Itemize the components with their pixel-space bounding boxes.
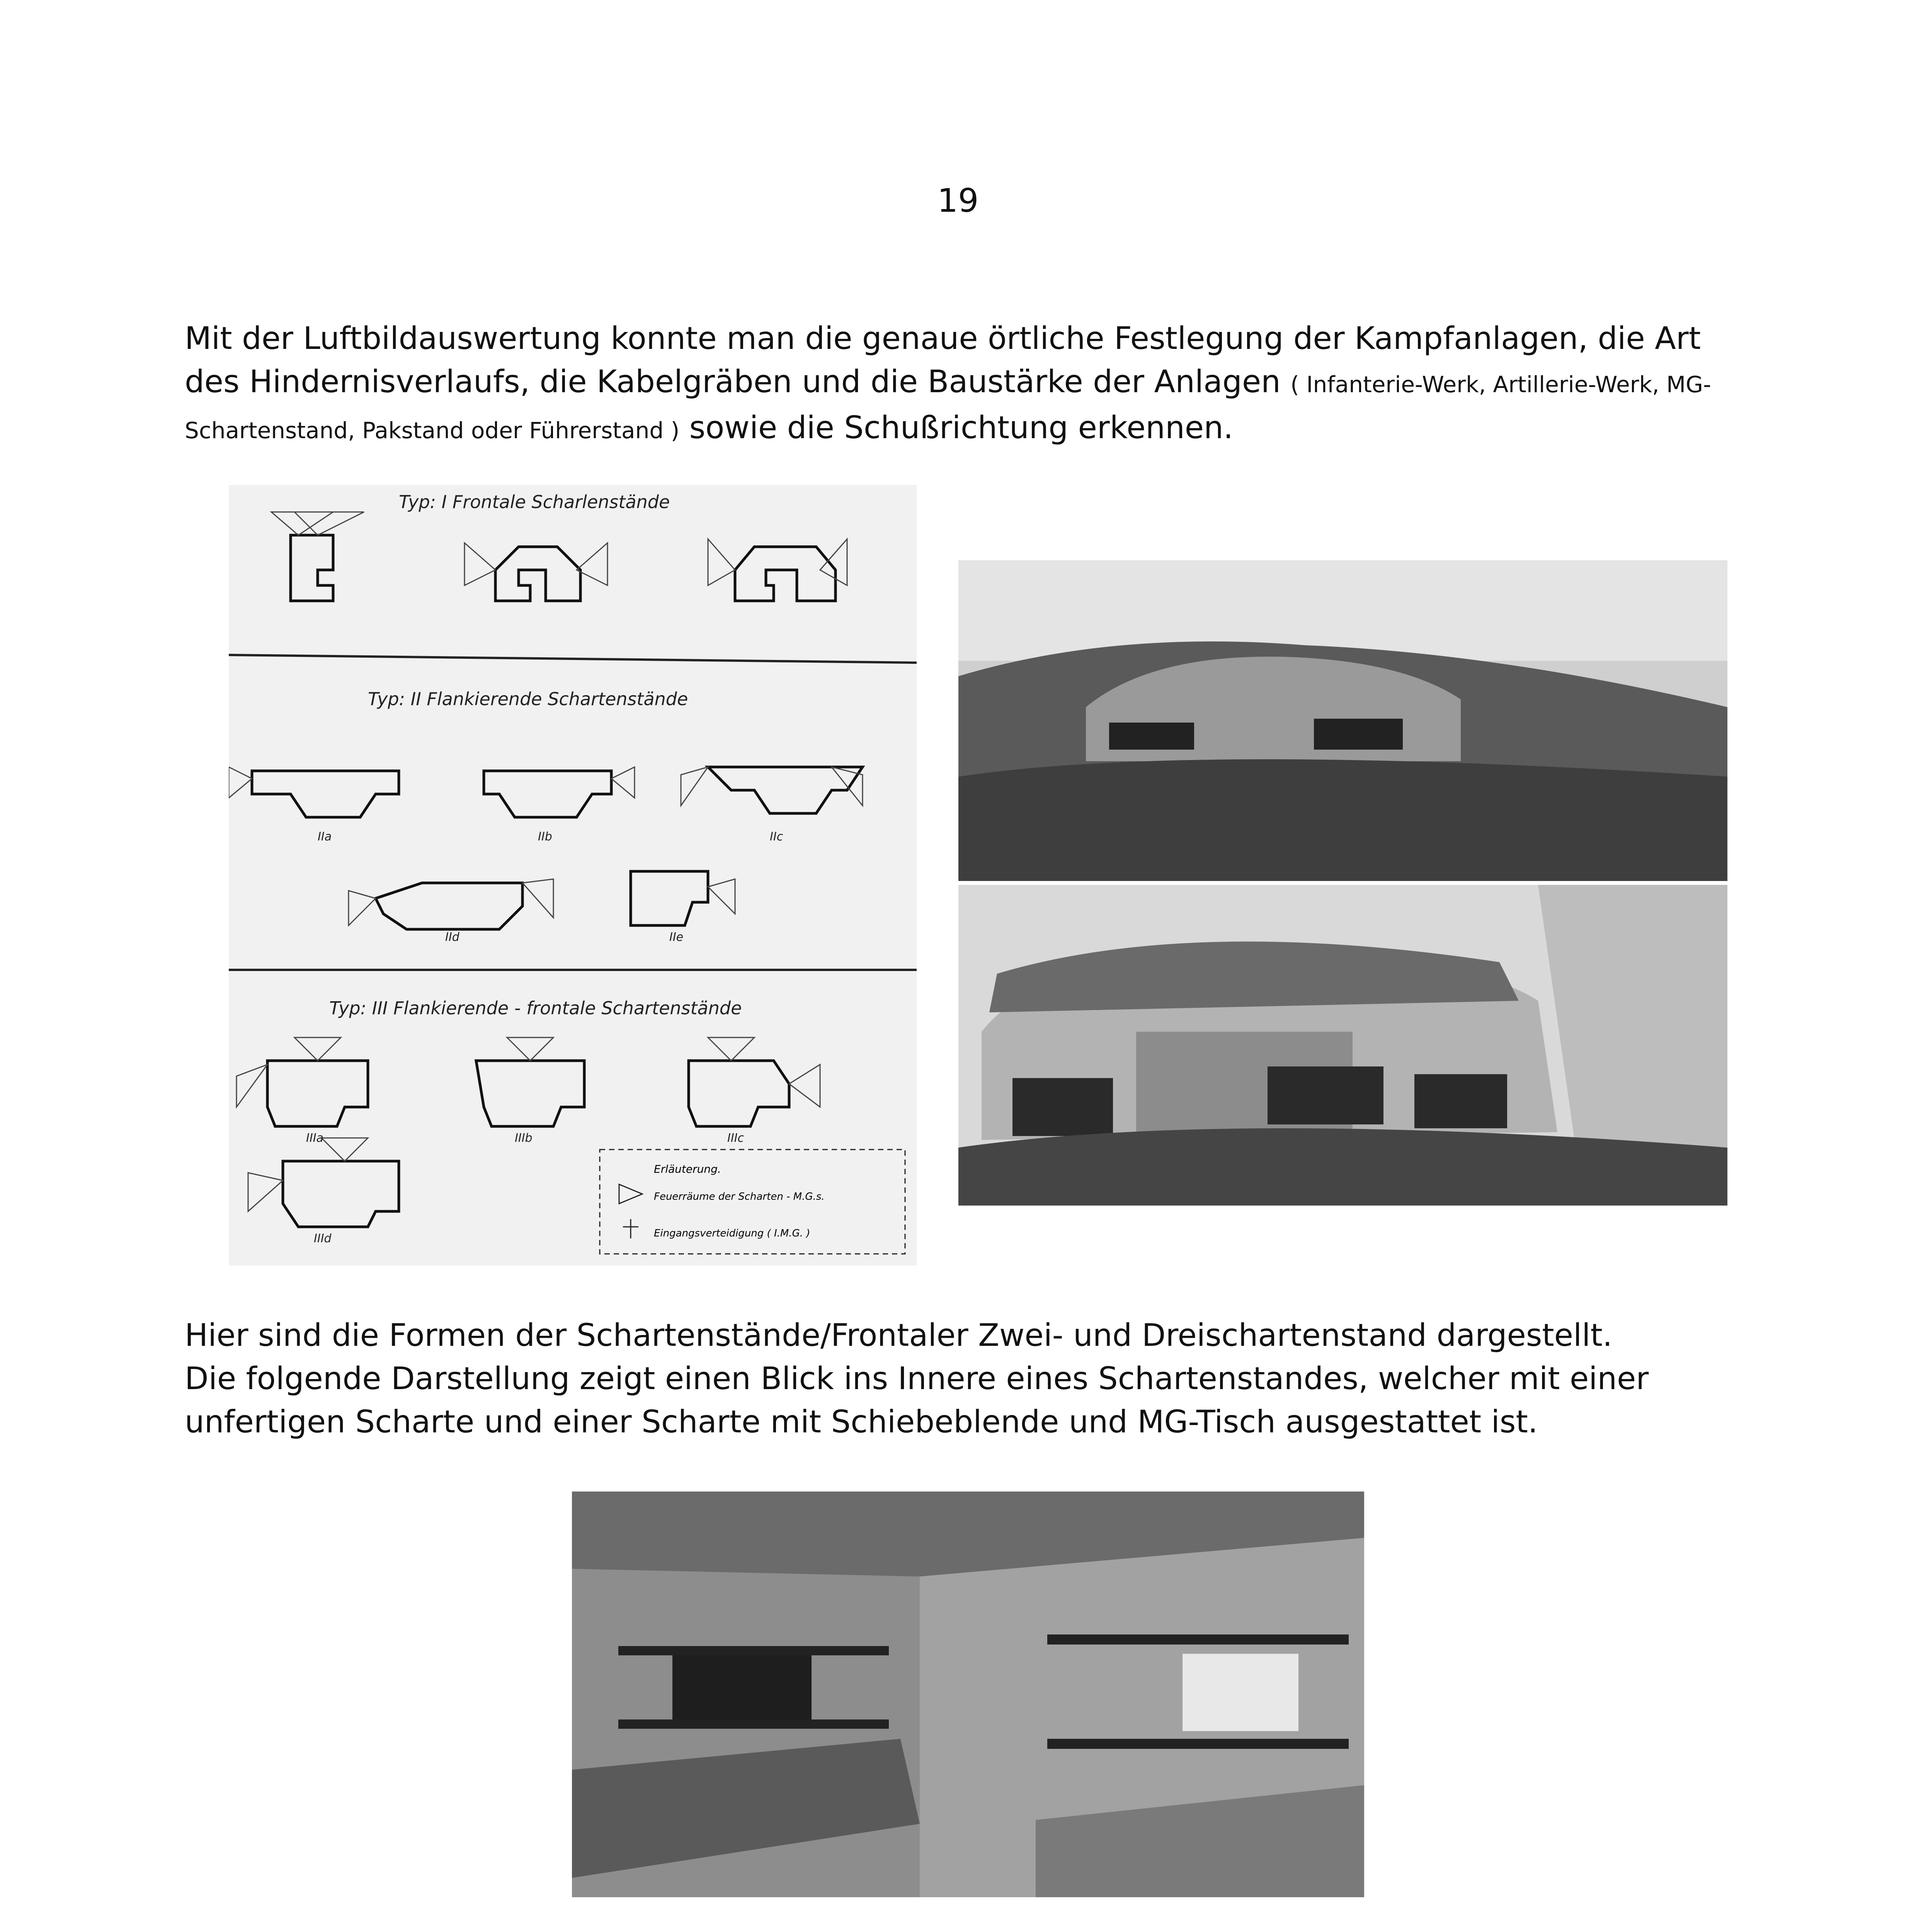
typ2-shape-d xyxy=(376,883,522,929)
bunker-interior-photo xyxy=(572,1492,1364,1897)
label-IIIb: IIIb xyxy=(515,1131,533,1145)
forms-line-2: Die folgende Darstellung zeigt einen Blick ins Innere eines Schartenstandes, welcher mit einer unfertigen Scharte und einer Scharte mit Schiebeblende und MG-Tisch ausgestattet ist. xyxy=(185,1361,1649,1440)
typ2-shape-c xyxy=(708,767,863,813)
typ2-shape-b xyxy=(484,771,611,817)
label-IIc: IIc xyxy=(770,830,783,844)
legend-box xyxy=(600,1150,905,1254)
label-IId: IId xyxy=(445,930,459,944)
bunker-photo-1 xyxy=(958,560,1727,881)
typ2-title: Typ: II Flankierende Schartenstände xyxy=(368,689,688,709)
typ3-title: Typ: III Flankierende - frontale Schartenstände xyxy=(329,998,742,1019)
bunker-photo-2 xyxy=(958,885,1727,1206)
typ3-shape-b xyxy=(476,1061,584,1126)
intro-text-end: sowie die Schußrichtung erkennen. xyxy=(689,410,1234,446)
typ1-shape-3 xyxy=(735,547,835,601)
label-IIId: IIId xyxy=(314,1232,332,1245)
forms-paragraph xyxy=(185,1314,1738,1444)
intro-text-small: ( Infanterie-Werk, Artillerie-Werk, MG-Schartenstand, Pakstand oder Führerstand ) xyxy=(185,371,1711,444)
label-IIb: IIb xyxy=(538,830,552,844)
typ1-title: Typ: I Frontale Scharlenstände xyxy=(399,492,670,512)
legend-entrance-icon xyxy=(623,1219,638,1238)
bunker-types-drawing xyxy=(229,485,917,1265)
typ2-shape-a xyxy=(252,771,399,817)
typ3-shape-d xyxy=(283,1161,399,1227)
legend-fire-zone-icon xyxy=(619,1184,642,1204)
label-IIe: IIe xyxy=(669,930,684,944)
label-IIa: IIa xyxy=(318,830,332,844)
intro-text: Mit der Luftbildauswertung konnte man die genaue örtliche Festlegung der Kampfanlagen, die Art des Hindernisverlaufs, die Kabelgräben und die Baustärke der Anlagen xyxy=(185,320,1701,400)
typ2-shape-e xyxy=(631,871,708,925)
typ1-shape-1 xyxy=(291,535,333,601)
legend-title: Erläuterung. xyxy=(654,1163,721,1175)
typ3-shape-c xyxy=(689,1061,789,1126)
typ3-shape-a xyxy=(267,1061,368,1126)
label-IIIc: IIIc xyxy=(727,1131,744,1145)
legend-item-2: Eingangsverteidigung ( I.M.G. ) xyxy=(654,1228,810,1239)
page-number: 19 xyxy=(937,182,979,219)
intro-paragraph xyxy=(185,317,1738,452)
typ1-shape-2 xyxy=(495,547,580,601)
label-IIIa: IIIa xyxy=(306,1131,323,1145)
forms-line-1: Hier sind die Formen der Schartenstände/Frontaler Zwei- und Dreischartenstand dargestellt. xyxy=(185,1317,1613,1353)
bunker-types-diagram xyxy=(229,485,917,1265)
legend-item-1: Feuerräume der Scharten - M.G.s. xyxy=(654,1191,825,1202)
